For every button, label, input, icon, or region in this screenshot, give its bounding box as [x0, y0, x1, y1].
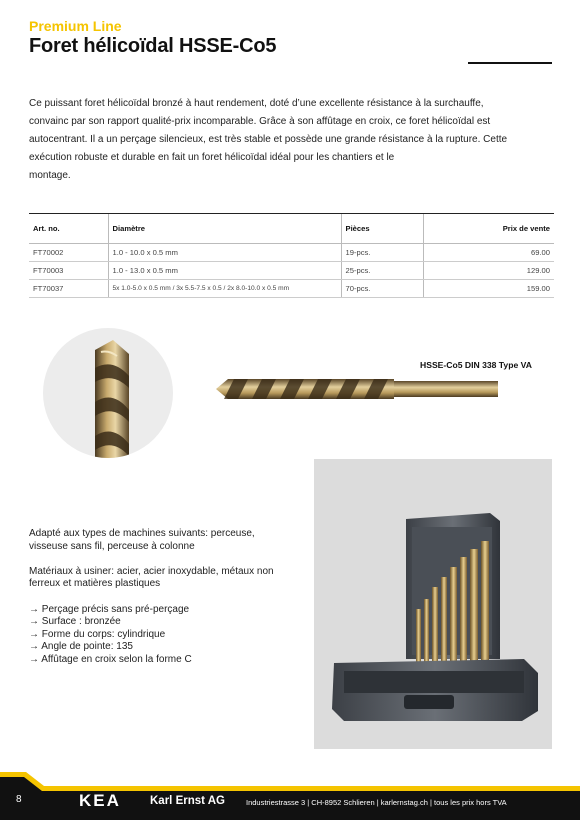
drill-tip-closeup [43, 328, 173, 458]
footer-info: Industriestrasse 3 | CH-8952 Schlieren | karlernstag.ch | tous les prix hors TVA [246, 798, 507, 807]
cell-art-no: FT70002 [29, 244, 108, 262]
title-rule [468, 62, 552, 64]
cell-art-no: FT70003 [29, 262, 108, 280]
feature-item: → Affûtage en croix selon la forme C [29, 653, 192, 665]
header-art-no: Art. no. [29, 214, 108, 244]
footer [0, 772, 580, 820]
series-label: Premium Line [29, 18, 122, 34]
table-row [29, 280, 554, 298]
cell-price: 129.00 [423, 262, 554, 280]
drill-standard-label: HSSE-Co5 DIN 338 Type VA [420, 360, 532, 370]
header-pieces: Pièces [341, 214, 423, 244]
feature-item: → Forme du corps: cylindrique [29, 628, 166, 640]
intro-line: Ce puissant foret hélicoïdal bronzé à haut rendement, doté d’une excellente résistance à la surchauffe, [29, 98, 484, 109]
table-row [29, 244, 554, 262]
features-block [29, 528, 309, 667]
intro-line: montage. [29, 170, 71, 181]
cell-pieces: 70-pcs. [341, 280, 423, 298]
materials-line: Matériaux à usiner: acier, acier inoxydable, métaux non [29, 565, 274, 577]
cell-art-no: FT70037 [29, 280, 108, 298]
drill-case-image [314, 459, 552, 749]
drill-tip-image [43, 328, 173, 458]
kea-logo: KEA [79, 791, 121, 810]
cell-price: 159.00 [423, 280, 554, 298]
page-number: 8 [16, 794, 22, 805]
cell-diameter: 1.0 - 10.0 x 0.5 mm [108, 244, 341, 262]
intro-line: autocentrant. Il a un perçage silencieux, est très stable et possède une grande résistance à la rupture. Cette [29, 134, 508, 145]
feature-item: → Angle de pointe: 135 [29, 641, 133, 653]
intro-line: exécution robuste et durable en fait un foret hélicoïdal idéal pour les chantiers et le [29, 152, 395, 163]
spec-table [29, 213, 554, 298]
machines-line: Adapté aux types de machines suivants: perceuse, [29, 528, 255, 539]
drill-case-photo [314, 459, 552, 749]
feature-item: → Perçage précis sans pré-perçage [29, 603, 190, 615]
header-price: Prix de vente [423, 214, 554, 244]
page-title: Foret hélicoïdal HSSE-Co5 [29, 35, 277, 57]
cell-diameter: 5x 1.0-5.0 x 0.5 mm / 3x 5.5-7.5 x 0.5 / 2x 8.0-10.0 x 0.5 mm [108, 280, 341, 298]
table-row [29, 262, 554, 280]
cell-pieces: 25-pcs. [341, 262, 423, 280]
intro-paragraph [29, 95, 554, 185]
header-diameter: Diamètre [108, 214, 341, 244]
long-drill-image [214, 373, 500, 405]
machines-line: visseuse sans fil, perceuse à colonne [29, 540, 195, 552]
cell-pieces: 19-pcs. [341, 244, 423, 262]
materials-line: ferreux et matières plastiques [29, 578, 161, 590]
table-header-row [29, 214, 554, 244]
company-name: Karl Ernst AG [150, 795, 225, 807]
feature-item: → Surface : bronzée [29, 616, 121, 628]
cell-diameter: 1.0 - 13.0 x 0.5 mm [108, 262, 341, 280]
intro-line: convainc par son rapport qualité-prix incomparable. Grâce à son affûtage en croix, ce foret hélicoïdal est [29, 116, 491, 127]
cell-price: 69.00 [423, 244, 554, 262]
